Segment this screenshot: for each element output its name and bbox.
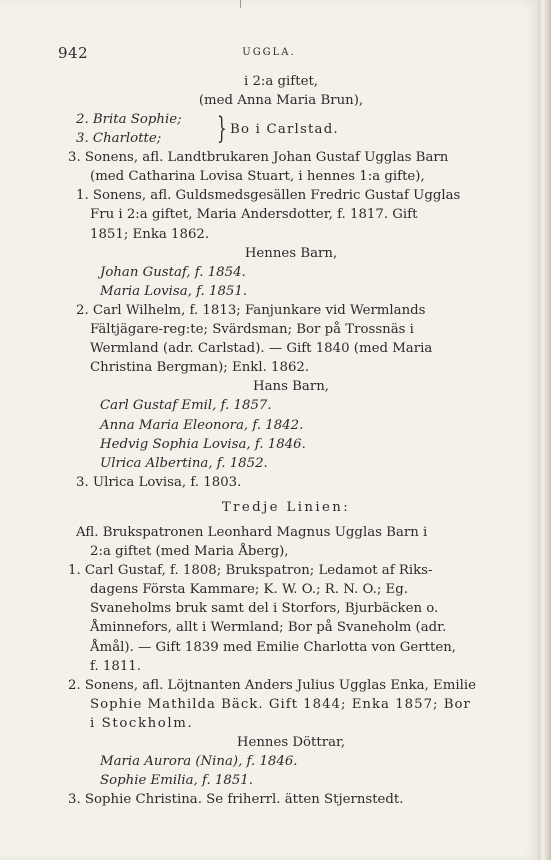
brace-glyph: } — [217, 111, 227, 147]
brace-group — [76, 110, 476, 148]
genealogy-text — [68, 72, 476, 809]
page-spine — [538, 0, 551, 860]
text-line: 2:a giftet (med Maria Åberg), — [90, 544, 289, 560]
text-line: Fältjägare-reg:te; Svärdsman; Bor på Trossnäs i — [90, 322, 414, 338]
text-line: Svaneholms bruk samt del i Storfors, Bjurbäcken o. — [90, 601, 439, 617]
section-heading: Tredje Linien: — [221, 499, 351, 515]
text-line: Maria Aurora (Nina), f. 1846. — [100, 754, 298, 770]
text-line: Åmål). — Gift 1839 med Emilie Charlotta von Gertten, — [90, 639, 456, 655]
text-line: Hennes Döttrar, — [236, 735, 346, 750]
text-line: Maria Lovisa, f. 1851. — [100, 283, 248, 299]
text-line: Anna Maria Eleonora, f. 1842. — [100, 417, 304, 433]
text-line: 3. Sonens, afl. Landtbrukaren Johan Gustaf Ugglas Barn — [68, 150, 449, 166]
text-line: f. 1811. — [90, 658, 141, 674]
text-line: Fru i 2:a giftet, Maria Andersdotter, f. 1817. Gift — [90, 207, 418, 223]
text-line: 3. Charlotte; — [76, 131, 162, 147]
page-header — [0, 44, 538, 64]
text-line: 1851; Enka 1862. — [90, 226, 210, 242]
text-line: 3. Ulrica Lovisa, f. 1803. — [76, 474, 242, 490]
text-line: Hans Barn, — [253, 379, 329, 395]
text-line: 3. Sophie Christina. Se friherrl. ätten Stjernstedt. — [68, 792, 404, 808]
text-line: Afl. Brukspatronen Leonhard Magnus Ugglas Barn i — [76, 524, 428, 540]
text-line: 1. Carl Gustaf, f. 1808; Brukspatron; Ledamot af Riks- — [68, 563, 433, 579]
text-line: Johan Gustaf, f. 1854. — [100, 264, 246, 280]
text-line: Christina Bergman); Enkl. 1862. — [90, 360, 310, 376]
text-line: (med Catharina Lovisa Stuart, i hennes 1:a gifte), — [90, 169, 425, 185]
page-number: 942 — [58, 44, 89, 62]
text-line: Sophie Emilia, f. 1851. — [100, 773, 253, 789]
text-line: 1. Sonens, afl. Guldsmedsgesällen Fredric Gustaf Ugglas — [76, 188, 461, 204]
text-line: Hedvig Sophia Lovisa, f. 1846. — [100, 436, 306, 452]
running-title: UGGLA. — [242, 47, 296, 58]
text-line: dagens Första Kammare; K. W. O.; R. N. O.; Eg. — [90, 582, 408, 598]
text-line: Bo i Carlstad. — [230, 122, 339, 138]
text-line: Ulrica Albertina, f. 1852. — [100, 455, 268, 471]
text-line: Hennes Barn, — [244, 245, 338, 261]
text-line: i Stockholm. — [90, 715, 194, 731]
text-line: 2. Brita Sophie; — [76, 112, 182, 128]
text-line: Wermland (adr. Carlstad). — Gift 1840 (med Maria — [90, 341, 433, 357]
text-line: (med Anna Maria Brun), — [198, 93, 364, 109]
text-line: 2. Carl Wilhelm, f. 1813; Fanjunkare vid Wermlands — [76, 302, 426, 318]
text-line: i 2:a giftet, — [243, 74, 319, 89]
text-line: Sophie Mathilda Bäck. Gift 1844; Enka 1857; Bor — [90, 696, 471, 712]
text-line: Åminnefors, allt i Wermland; Bor på Svaneholm (adr. — [90, 620, 447, 636]
text-line: Carl Gustaf Emil, f. 1857. — [100, 398, 272, 414]
top-mark — [240, 0, 241, 8]
text-line: 2. Sonens, afl. Löjtnanten Anders Julius Ugglas Enka, Emilie — [68, 677, 476, 693]
